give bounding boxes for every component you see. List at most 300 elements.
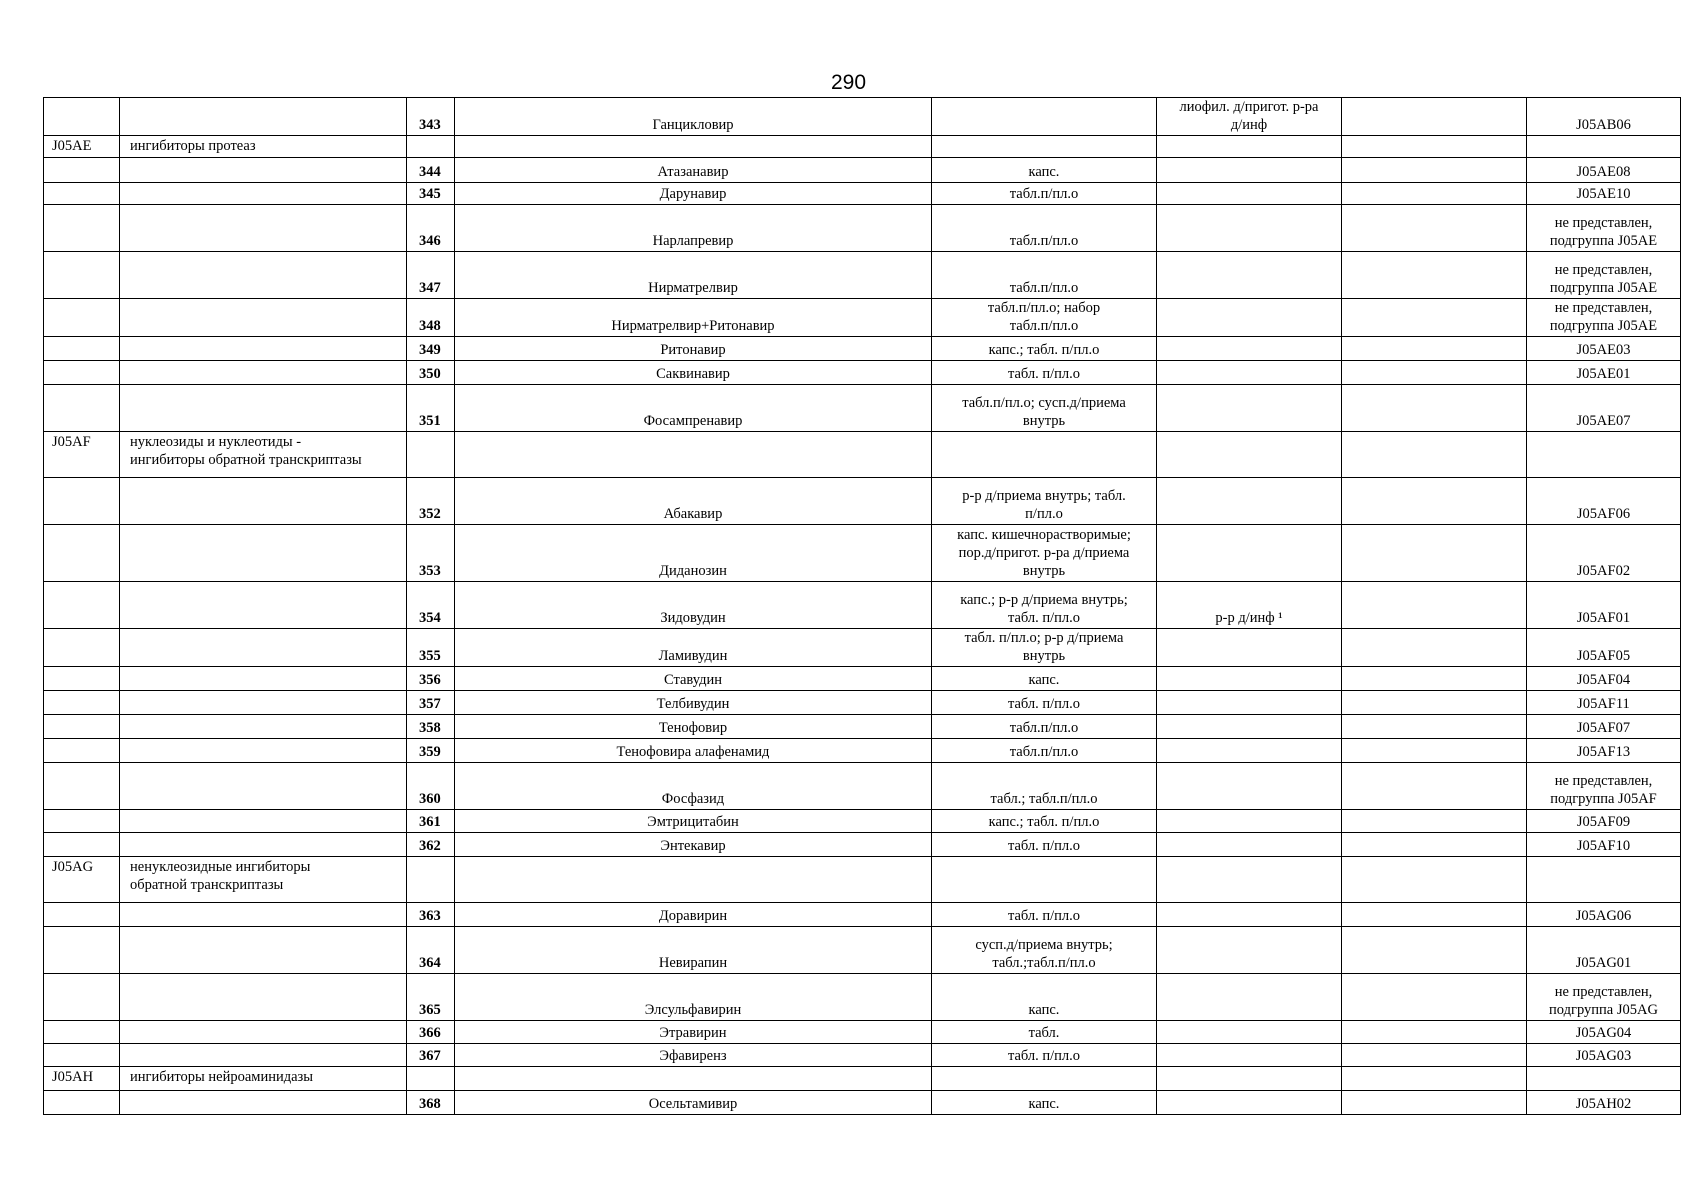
empty-cell — [407, 432, 455, 478]
dosage-form-inpatient — [1157, 525, 1342, 582]
dosage-form-inpatient — [1157, 1091, 1342, 1115]
empty-cell — [1342, 667, 1527, 691]
empty-cell — [120, 810, 407, 833]
empty-cell — [1342, 903, 1527, 927]
row-number — [407, 715, 455, 739]
row-number-text: 353 — [419, 563, 441, 579]
dosage-form-text: табл. п/пл.о — [1007, 696, 1081, 712]
empty-cell — [120, 763, 407, 810]
atc-group-code-text: J05AF — [52, 434, 91, 450]
empty-cell — [1342, 582, 1527, 629]
atc-code — [1527, 183, 1681, 205]
empty-cell — [120, 582, 407, 629]
dosage-form — [932, 337, 1157, 361]
atc-group-name-text: ненуклеозидные ингибиторы обратной транскриптазы — [130, 859, 311, 893]
dosage-form-text: капс.; табл. п/пл.о — [988, 814, 1100, 830]
empty-cell — [120, 299, 407, 337]
empty-cell — [1342, 432, 1527, 478]
empty-cell — [932, 136, 1157, 158]
atc-code-text: J05AG04 — [1575, 1025, 1632, 1041]
empty-cell — [1527, 432, 1681, 478]
empty-cell — [44, 739, 120, 763]
empty-cell — [120, 629, 407, 667]
atc-group-code — [44, 857, 120, 903]
row-number-text: 351 — [419, 413, 441, 429]
empty-cell — [44, 252, 120, 299]
empty-cell — [120, 1044, 407, 1067]
atc-group-name — [120, 1067, 407, 1091]
empty-cell — [1342, 974, 1527, 1021]
row-number — [407, 299, 455, 337]
dosage-form — [932, 1044, 1157, 1067]
empty-cell — [44, 525, 120, 582]
dosage-form-inpatient — [1157, 715, 1342, 739]
empty-cell — [120, 927, 407, 974]
dosage-form — [932, 810, 1157, 833]
empty-cell — [120, 385, 407, 432]
drug-name — [455, 667, 932, 691]
row-number-text: 364 — [419, 955, 441, 971]
atc-code — [1527, 252, 1681, 299]
empty-cell — [44, 582, 120, 629]
drug-name-text: Энтекавир — [660, 838, 726, 854]
table-body — [44, 98, 1681, 1115]
dosage-form-text: капс.; табл. п/пл.о — [988, 342, 1100, 358]
row-number — [407, 1044, 455, 1067]
row-number-text: 355 — [419, 648, 441, 664]
row-number-text: 346 — [419, 233, 441, 249]
drug-name-text: Нарлапревир — [652, 233, 734, 249]
section-row — [44, 136, 1681, 158]
drug-name — [455, 205, 932, 252]
drug-name — [455, 927, 932, 974]
drug-name-text: Ритонавир — [660, 342, 726, 358]
section-row — [44, 1067, 1681, 1091]
row-number — [407, 974, 455, 1021]
empty-cell — [1342, 385, 1527, 432]
atc-code-text: J05AF05 — [1576, 648, 1631, 664]
drug-name-text: Саквинавир — [656, 366, 730, 382]
atc-code — [1527, 361, 1681, 385]
empty-cell — [44, 1091, 120, 1115]
atc-code — [1527, 299, 1681, 337]
dosage-form — [932, 903, 1157, 927]
dosage-form-inpatient — [1157, 252, 1342, 299]
drug-name — [455, 1091, 932, 1115]
empty-cell — [455, 432, 932, 478]
atc-code-text: J05AF02 — [1576, 563, 1631, 579]
dosage-form-inpatient — [1157, 299, 1342, 337]
empty-cell — [44, 903, 120, 927]
dosage-form-text: табл. п/пл.о — [1007, 908, 1081, 924]
dosage-form-inpatient — [1157, 183, 1342, 205]
empty-cell — [44, 974, 120, 1021]
page-number: 290 — [830, 71, 867, 94]
empty-cell — [120, 667, 407, 691]
atc-code-text: J05AE01 — [1576, 366, 1631, 382]
dosage-form-inpatient — [1157, 205, 1342, 252]
dosage-form-inpatient — [1157, 691, 1342, 715]
row-number-text: 348 — [419, 318, 441, 334]
dosage-form — [932, 361, 1157, 385]
row-number-text: 354 — [419, 610, 441, 626]
empty-cell — [1527, 136, 1681, 158]
row-number-text: 366 — [419, 1025, 441, 1041]
atc-code — [1527, 205, 1681, 252]
atc-group-code — [44, 136, 120, 158]
empty-cell — [44, 478, 120, 525]
drug-name-text: Диданозин — [659, 563, 727, 579]
row-number-text: 368 — [419, 1096, 441, 1112]
drug-name-text: Осельтамивир — [648, 1096, 738, 1112]
row-number — [407, 158, 455, 183]
row-number-text: 352 — [419, 506, 441, 522]
dosage-form-text: табл. — [1028, 1025, 1060, 1041]
empty-cell — [932, 432, 1157, 478]
row-number-text: 367 — [419, 1048, 441, 1064]
empty-cell — [1157, 136, 1342, 158]
drug-name-text: Тенофовира алафенамид — [616, 744, 770, 760]
row-number — [407, 582, 455, 629]
atc-group-name-text: ингибиторы протеаз — [130, 138, 256, 154]
dosage-form — [932, 691, 1157, 715]
atc-code-text: J05AB06 — [1576, 117, 1631, 133]
dosage-form — [932, 629, 1157, 667]
empty-cell — [1342, 361, 1527, 385]
atc-code-text: J05AE08 — [1576, 164, 1631, 180]
empty-cell — [44, 337, 120, 361]
row-number-text: 363 — [419, 908, 441, 924]
dosage-form-inpatient-text: лиофил. д/пригот. р-ра д/инф — [1179, 99, 1319, 133]
empty-cell — [1527, 1067, 1681, 1091]
dosage-form — [932, 98, 1157, 136]
empty-cell — [1342, 857, 1527, 903]
dosage-form-text: табл.п/пл.о — [1009, 720, 1079, 736]
drug-name-text: Доравирин — [658, 908, 728, 924]
drug-name — [455, 525, 932, 582]
atc-code — [1527, 1021, 1681, 1044]
empty-cell — [1157, 857, 1342, 903]
empty-cell — [1527, 857, 1681, 903]
atc-code — [1527, 667, 1681, 691]
atc-code — [1527, 763, 1681, 810]
drug-name-text: Элсульфавирин — [644, 1002, 742, 1018]
row-number — [407, 927, 455, 974]
atc-code — [1527, 739, 1681, 763]
dosage-form-text: табл. п/пл.о — [1007, 838, 1081, 854]
atc-group-code — [44, 1067, 120, 1091]
drug-name-text: Фосфазид — [661, 791, 725, 807]
drug-name — [455, 691, 932, 715]
dosage-form-inpatient — [1157, 361, 1342, 385]
row-number — [407, 183, 455, 205]
empty-cell — [44, 667, 120, 691]
atc-code — [1527, 158, 1681, 183]
atc-group-name-text: ингибиторы нейроаминидазы — [130, 1069, 314, 1085]
drug-name — [455, 98, 932, 136]
drug-name-text: Дарунавир — [659, 186, 727, 202]
empty-cell — [407, 136, 455, 158]
drug-name — [455, 385, 932, 432]
dosage-form-inpatient — [1157, 385, 1342, 432]
row-number — [407, 337, 455, 361]
row-number — [407, 629, 455, 667]
empty-cell — [1342, 98, 1527, 136]
drug-name — [455, 1021, 932, 1044]
atc-code — [1527, 974, 1681, 1021]
empty-cell — [120, 691, 407, 715]
atc-group-code-text: J05AE — [52, 138, 92, 154]
atc-group-name-text: нуклеозиды и нуклеотиды - ингибиторы обратной транскриптазы — [130, 434, 362, 468]
empty-cell — [455, 1067, 932, 1091]
empty-cell — [44, 629, 120, 667]
dosage-form-inpatient — [1157, 667, 1342, 691]
atc-code-text: не представлен, подгруппа J05AG — [1549, 984, 1658, 1018]
drug-name-text: Зидовудин — [660, 610, 726, 626]
table-row — [44, 1021, 1681, 1044]
drug-list-table — [43, 97, 1681, 1115]
atc-code-text: J05AF07 — [1576, 720, 1631, 736]
empty-cell — [1342, 833, 1527, 857]
drug-name-text: Атазанавир — [657, 164, 729, 180]
table-row — [44, 667, 1681, 691]
empty-cell — [1342, 629, 1527, 667]
empty-cell — [44, 691, 120, 715]
atc-code-text: J05AG03 — [1575, 1048, 1632, 1064]
atc-code-text: J05AE07 — [1576, 413, 1631, 429]
row-number — [407, 205, 455, 252]
table-row — [44, 715, 1681, 739]
empty-cell — [1342, 810, 1527, 833]
table-row — [44, 739, 1681, 763]
dosage-form-text: табл. п/пл.о — [1007, 1048, 1081, 1064]
atc-code-text: J05AG06 — [1575, 908, 1632, 924]
row-number — [407, 525, 455, 582]
drug-name — [455, 763, 932, 810]
empty-cell — [1342, 299, 1527, 337]
atc-code-text: J05AE10 — [1576, 186, 1631, 202]
atc-code-text: J05AF10 — [1576, 838, 1631, 854]
dosage-form — [932, 763, 1157, 810]
table-row — [44, 582, 1681, 629]
drug-name — [455, 299, 932, 337]
empty-cell — [1342, 691, 1527, 715]
empty-cell — [120, 974, 407, 1021]
drug-name — [455, 1044, 932, 1067]
dosage-form — [932, 385, 1157, 432]
atc-code-text: J05AG01 — [1575, 955, 1632, 971]
atc-code-text: J05AF09 — [1576, 814, 1631, 830]
drug-name — [455, 833, 932, 857]
atc-code — [1527, 582, 1681, 629]
dosage-form — [932, 739, 1157, 763]
atc-code — [1527, 525, 1681, 582]
atc-code-text: не представлен, подгруппа J05AE — [1549, 262, 1658, 296]
row-number — [407, 478, 455, 525]
empty-cell — [1157, 1067, 1342, 1091]
empty-cell — [1342, 252, 1527, 299]
table-row — [44, 525, 1681, 582]
section-row — [44, 857, 1681, 903]
dosage-form-inpatient — [1157, 582, 1342, 629]
empty-cell — [120, 525, 407, 582]
atc-code-text: J05AE03 — [1576, 342, 1631, 358]
table-row — [44, 810, 1681, 833]
drug-name — [455, 582, 932, 629]
drug-name-text: Фосампренавир — [643, 413, 743, 429]
dosage-form — [932, 478, 1157, 525]
drug-name — [455, 903, 932, 927]
table-row — [44, 252, 1681, 299]
atc-group-code-text: J05AG — [52, 859, 94, 875]
empty-cell — [1157, 432, 1342, 478]
empty-cell — [44, 385, 120, 432]
atc-group-name — [120, 432, 407, 478]
drug-name-text: Нирматрелвир — [648, 280, 738, 296]
atc-code — [1527, 337, 1681, 361]
dosage-form — [932, 582, 1157, 629]
table-row — [44, 385, 1681, 432]
table-row — [44, 299, 1681, 337]
row-number — [407, 763, 455, 810]
row-number — [407, 1021, 455, 1044]
drug-name — [455, 361, 932, 385]
dosage-form-inpatient-text: р-р д/инф ¹ — [1215, 610, 1283, 626]
table-row — [44, 183, 1681, 205]
table-row — [44, 629, 1681, 667]
empty-cell — [120, 337, 407, 361]
dosage-form-text: табл.п/пл.о — [1009, 233, 1079, 249]
dosage-form-text: табл.; табл.п/пл.о — [990, 791, 1098, 807]
empty-cell — [407, 1067, 455, 1091]
row-number — [407, 98, 455, 136]
empty-cell — [1342, 927, 1527, 974]
dosage-form — [932, 833, 1157, 857]
row-number-text: 345 — [419, 186, 441, 202]
table-row — [44, 361, 1681, 385]
atc-code — [1527, 927, 1681, 974]
dosage-form-inpatient — [1157, 1021, 1342, 1044]
empty-cell — [120, 833, 407, 857]
row-number — [407, 361, 455, 385]
dosage-form — [932, 299, 1157, 337]
empty-cell — [1342, 205, 1527, 252]
row-number — [407, 903, 455, 927]
table-row — [44, 691, 1681, 715]
row-number-text: 357 — [419, 696, 441, 712]
empty-cell — [44, 715, 120, 739]
empty-cell — [455, 857, 932, 903]
empty-cell — [120, 715, 407, 739]
dosage-form-text: табл. п/пл.о — [1007, 366, 1081, 382]
table-row — [44, 903, 1681, 927]
dosage-form — [932, 205, 1157, 252]
dosage-form-inpatient — [1157, 927, 1342, 974]
row-number-text: 361 — [419, 814, 441, 830]
empty-cell — [1342, 478, 1527, 525]
table-row — [44, 927, 1681, 974]
dosage-form-inpatient — [1157, 763, 1342, 810]
empty-cell — [44, 763, 120, 810]
dosage-form-text: табл.п/пл.о — [1009, 186, 1079, 202]
table-row — [44, 478, 1681, 525]
empty-cell — [44, 833, 120, 857]
dosage-form-inpatient — [1157, 478, 1342, 525]
atc-group-name — [120, 136, 407, 158]
empty-cell — [120, 98, 407, 136]
atc-code-text: J05AF11 — [1577, 696, 1630, 712]
row-number-text: 356 — [419, 672, 441, 688]
dosage-form-text: сусп.д/приема внутрь; табл.;табл.п/пл.о — [975, 937, 1113, 971]
drug-name-text: Абакавир — [663, 506, 723, 522]
row-number-text: 344 — [419, 164, 441, 180]
atc-code — [1527, 385, 1681, 432]
empty-cell — [1342, 763, 1527, 810]
dosage-form-text: табл.п/пл.о; набор табл.п/пл.о — [987, 300, 1101, 334]
row-number-text: 360 — [419, 791, 441, 807]
atc-code — [1527, 98, 1681, 136]
empty-cell — [44, 810, 120, 833]
empty-cell — [44, 98, 120, 136]
dosage-form — [932, 252, 1157, 299]
row-number — [407, 385, 455, 432]
table-row — [44, 833, 1681, 857]
atc-code — [1527, 478, 1681, 525]
drug-name — [455, 158, 932, 183]
dosage-form-inpatient — [1157, 629, 1342, 667]
empty-cell — [932, 857, 1157, 903]
dosage-form-text: табл.п/пл.о; сусп.д/приема внутрь — [962, 395, 1126, 429]
atc-code — [1527, 715, 1681, 739]
atc-group-name — [120, 857, 407, 903]
row-number-text: 365 — [419, 1002, 441, 1018]
drug-name-text: Невирапин — [658, 955, 728, 971]
table-row — [44, 158, 1681, 183]
dosage-form — [932, 1091, 1157, 1115]
empty-cell — [44, 205, 120, 252]
dosage-form-inpatient — [1157, 974, 1342, 1021]
empty-cell — [120, 1091, 407, 1115]
empty-cell — [455, 136, 932, 158]
dosage-form — [932, 667, 1157, 691]
drug-name-text: Ламивудин — [658, 648, 728, 664]
drug-name — [455, 629, 932, 667]
drug-name-text: Эфавиренз — [659, 1048, 727, 1064]
empty-cell — [1342, 1044, 1527, 1067]
table-row — [44, 1091, 1681, 1115]
dosage-form-text: капс. кишечнорастворимые; пор.д/пригот. р-ра д/приема внутрь — [957, 527, 1131, 579]
empty-cell — [120, 252, 407, 299]
row-number-text: 359 — [419, 744, 441, 760]
empty-cell — [44, 361, 120, 385]
dosage-form-inpatient — [1157, 810, 1342, 833]
row-number — [407, 810, 455, 833]
row-number — [407, 691, 455, 715]
row-number-text: 347 — [419, 280, 441, 296]
empty-cell — [1342, 183, 1527, 205]
atc-code-text: J05AF06 — [1576, 506, 1631, 522]
atc-code — [1527, 903, 1681, 927]
empty-cell — [1342, 1067, 1527, 1091]
empty-cell — [1342, 1021, 1527, 1044]
empty-cell — [407, 857, 455, 903]
drug-name — [455, 739, 932, 763]
empty-cell — [120, 739, 407, 763]
dosage-form — [932, 525, 1157, 582]
empty-cell — [44, 1044, 120, 1067]
dosage-form — [932, 974, 1157, 1021]
row-number-text: 349 — [419, 342, 441, 358]
